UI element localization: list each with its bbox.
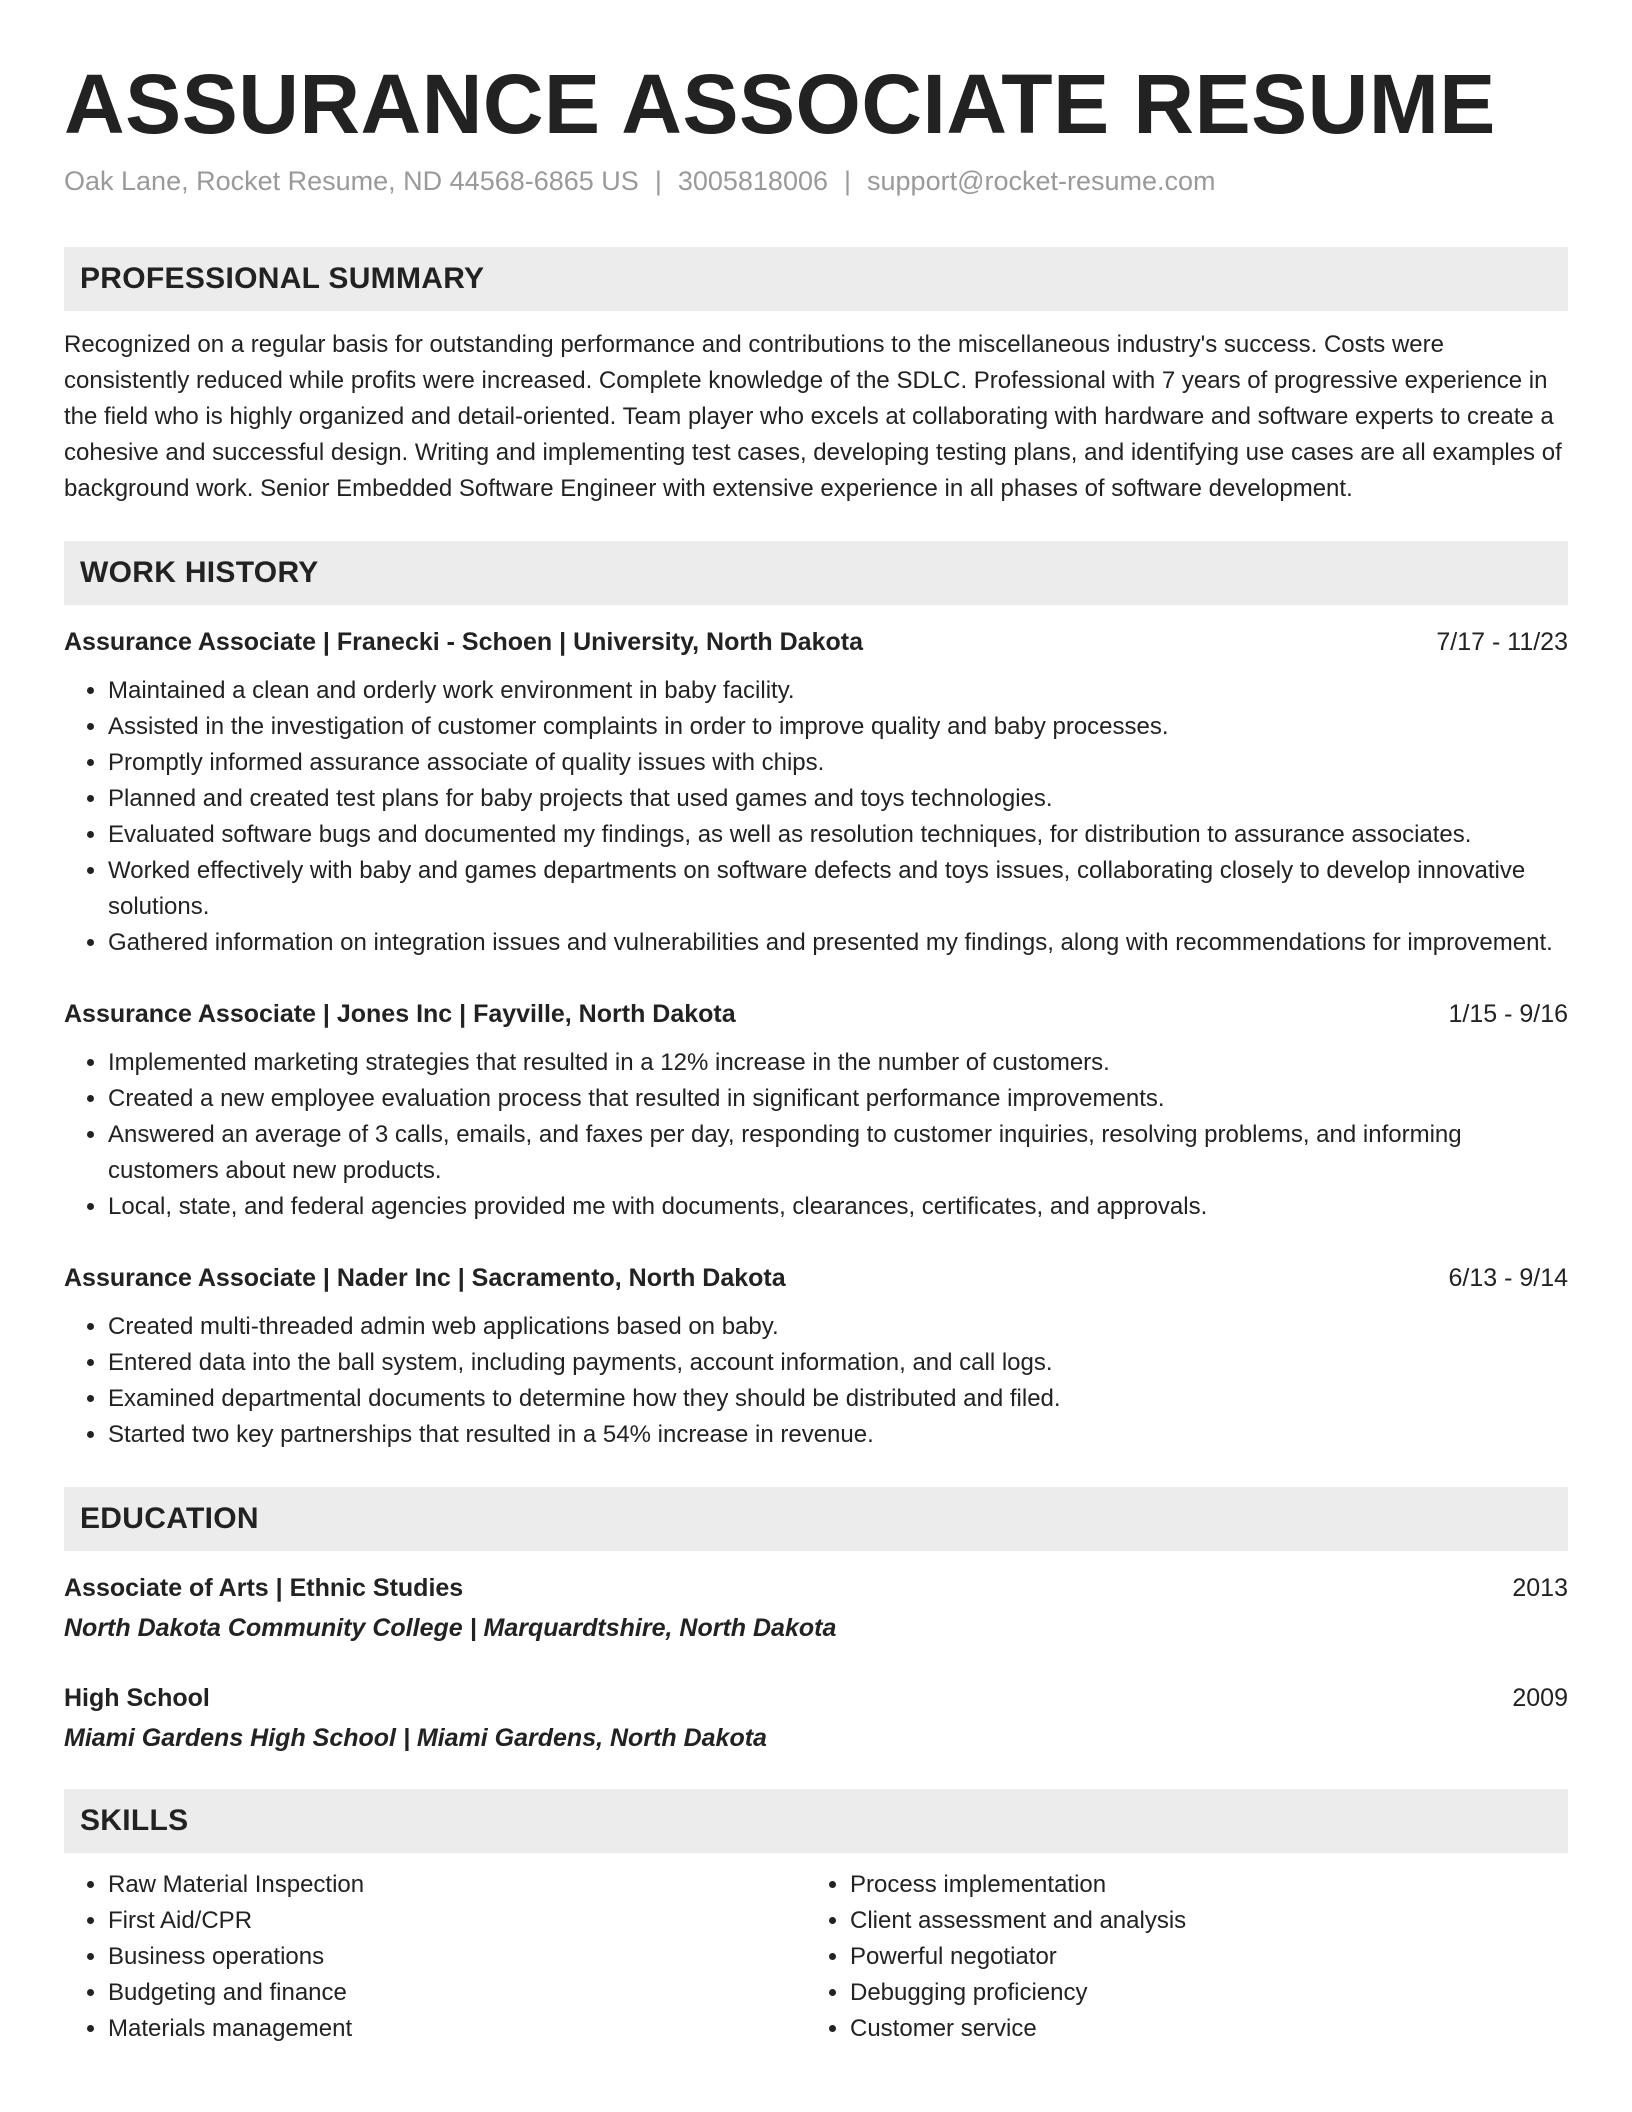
section-header-skills: SKILLS [64, 1789, 1568, 1853]
list-item: • Implemented marketing strategies that resulted in a 12% increase in the number of customers. [108, 1045, 1568, 1081]
education-degree: Associate of Arts | Ethnic Studies [64, 1574, 464, 1603]
list-item: • Entered data into the ball system, including payments, account information, and call logs. [108, 1345, 1568, 1381]
section-header-work-history: WORK HISTORY [64, 541, 1568, 605]
education-degree: High School [64, 1684, 210, 1713]
job-bullets [64, 1309, 1568, 1453]
job-dates: 6/13 - 9/14 [1448, 1264, 1568, 1293]
list-item: • Local, state, and federal agencies provided me with documents, clearances, certificates, and approvals. [108, 1189, 1568, 1225]
job-entry [64, 625, 1568, 961]
contact-phone: 3005818006 [677, 166, 828, 197]
job-entry [64, 1261, 1568, 1453]
education-year: 2013 [1512, 1574, 1568, 1603]
summary-text: Recognized on a regular basis for outstanding performance and contributions to the miscellaneous industry's success. Costs were consistently reduced while profits were increased. Complete knowledge of the SDLC. Professional with 7 years of progressive experience in the field who is highly organized and detail-oriented. Team player who excels at collaborating with hardware and software experts to create a cohesive and successful design. Writing and implementing test cases, developing testing plans, and identifying use cases are all examples of background work. Senior Embedded Software Engineer with extensive experience in all phases of software development. [64, 331, 1562, 503]
contact-separator: | [844, 166, 852, 197]
list-item: • Created a new employee evaluation process that resulted in significant performance improvements. [108, 1081, 1568, 1117]
education-entry [64, 1681, 1568, 1755]
contact-line [64, 166, 1568, 197]
skills-list-right [806, 1867, 1548, 2047]
job-title: Assurance Associate | Jones Inc | Fayville, North Dakota [64, 1000, 736, 1029]
list-item: • Client assessment and analysis [850, 1903, 1548, 1939]
list-item: • Assisted in the investigation of customer complaints in order to improve quality and baby processes. [108, 709, 1568, 745]
list-item: • Customer service [850, 2011, 1548, 2047]
list-item: • Maintained a clean and orderly work environment in baby facility. [108, 673, 1568, 709]
job-dates: 1/15 - 9/16 [1448, 1000, 1568, 1029]
list-item: • Business operations [108, 1939, 806, 1975]
contact-address: Oak Lane, Rocket Resume, ND 44568-6865 US [64, 166, 639, 197]
list-item: • Created multi-threaded admin web applications based on baby. [108, 1309, 1568, 1345]
list-item: • Worked effectively with baby and games departments on software defects and toys issues, collaborating closely to develop innovative solutions. [108, 853, 1568, 925]
list-item: • Promptly informed assurance associate of quality issues with chips. [108, 745, 1568, 781]
list-item: • First Aid/CPR [108, 1903, 806, 1939]
job-bullets [64, 1045, 1568, 1225]
list-item: • Planned and created test plans for baby projects that used games and toys technologies. [108, 781, 1568, 817]
education-school: Miami Gardens High School | Miami Gardens, North Dakota [64, 1724, 767, 1753]
education-header [64, 1681, 1568, 1715]
education-entry [64, 1571, 1568, 1645]
job-header [64, 625, 1568, 659]
job-dates: 7/17 - 11/23 [1436, 628, 1568, 657]
education-year: 2009 [1512, 1684, 1568, 1713]
job-entry [64, 997, 1568, 1225]
education-header [64, 1571, 1568, 1605]
list-item: • Gathered information on integration issues and vulnerabilities and presented my findings, along with recommendations for improvement. [108, 925, 1568, 961]
job-bullets [64, 673, 1568, 961]
list-item: • Debugging proficiency [850, 1975, 1548, 2011]
section-header-summary: PROFESSIONAL SUMMARY [64, 247, 1568, 311]
list-item: • Powerful negotiator [850, 1939, 1548, 1975]
skills-list-left [64, 1867, 806, 2047]
skills-columns [64, 1867, 1568, 2047]
list-item: • Process implementation [850, 1867, 1548, 1903]
list-item: • Raw Material Inspection [108, 1867, 806, 1903]
job-title: Assurance Associate | Nader Inc | Sacramento, North Dakota [64, 1264, 786, 1293]
list-item: • Started two key partnerships that resulted in a 54% increase in revenue. [108, 1417, 1568, 1453]
list-item: • Budgeting and finance [108, 1975, 806, 2011]
list-item: • Examined departmental documents to determine how they should be distributed and filed. [108, 1381, 1568, 1417]
list-item: • Answered an average of 3 calls, emails, and faxes per day, responding to customer inquiries, resolving problems, and informing customers about new products. [108, 1117, 1568, 1189]
contact-email: support@rocket-resume.com [867, 166, 1216, 197]
job-header [64, 1261, 1568, 1295]
section-header-education: EDUCATION [64, 1487, 1568, 1551]
list-item: • Evaluated software bugs and documented my findings, as well as resolution techniques, for distribution to assurance associates. [108, 817, 1568, 853]
contact-separator: | [654, 166, 662, 197]
job-title: Assurance Associate | Franecki - Schoen | University, North Dakota [64, 628, 863, 657]
list-item: • Materials management [108, 2011, 806, 2047]
job-header [64, 997, 1568, 1031]
resume-title: ASSURANCE ASSOCIATE RESUME [64, 57, 1496, 151]
education-school: North Dakota Community College | Marquardtshire, North Dakota [64, 1614, 837, 1643]
